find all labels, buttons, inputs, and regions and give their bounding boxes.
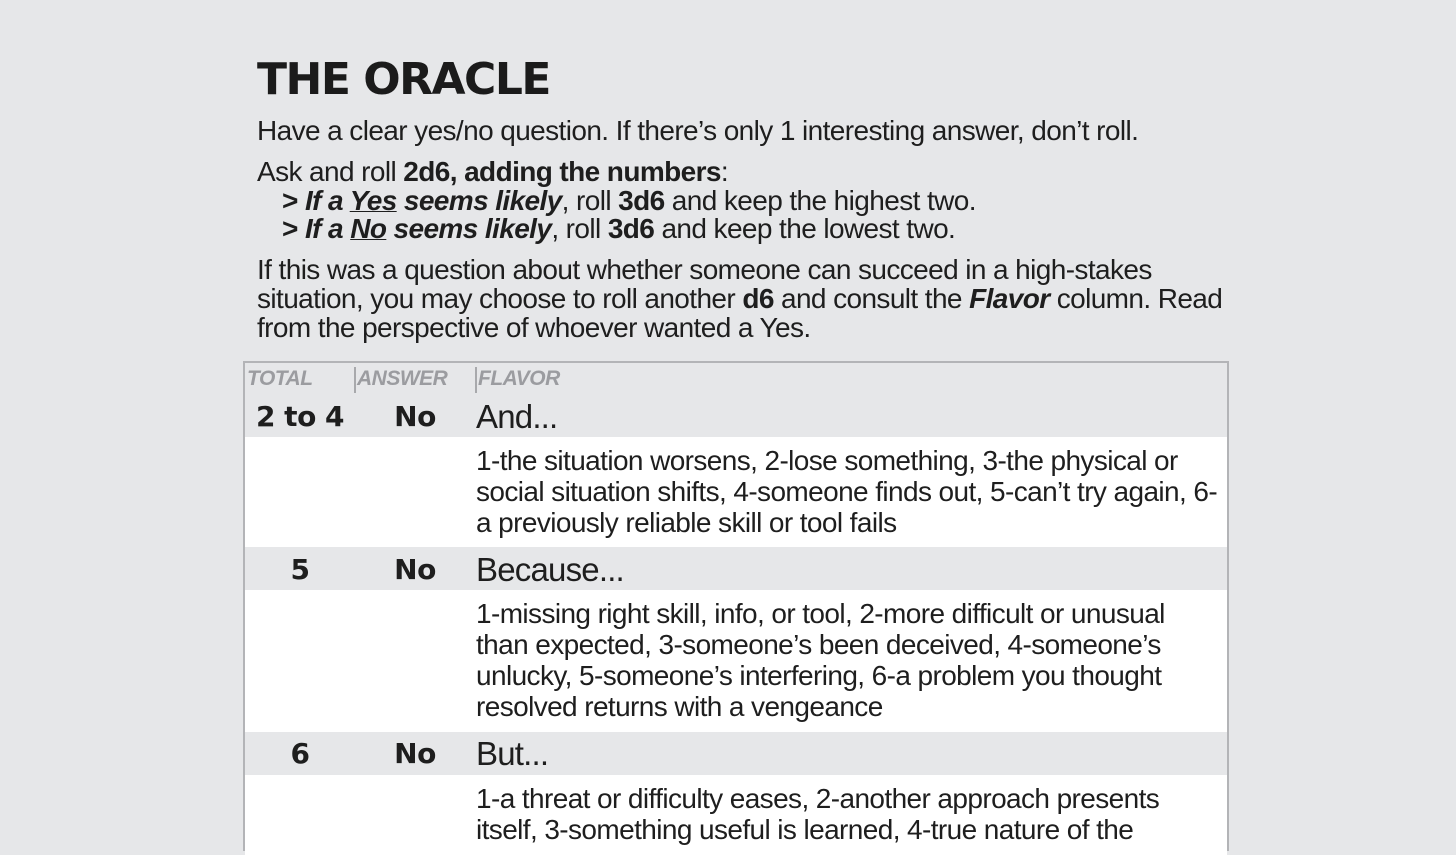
table-row (245, 547, 1227, 590)
bullet-dice: 3d6 (618, 185, 665, 216)
stakes-flavor: Flavor (969, 283, 1050, 314)
bullet-mid: , roll (561, 185, 619, 216)
header-answer: ANSWER (357, 367, 448, 390)
flavor-lead: And... (476, 398, 558, 435)
header-divider (475, 367, 477, 393)
answer-cell: No (394, 737, 436, 770)
flavor-row (245, 590, 1227, 732)
bullet-lead-a: If a (304, 185, 350, 216)
intro-text: Have a clear yes/no question. If there’s only 1 interesting answer, don’t roll. (257, 115, 1139, 146)
bullet-key: Yes (349, 185, 397, 216)
flavor-lead: Because... (476, 551, 624, 588)
roll-pre: Ask and roll (257, 156, 404, 187)
bullet-dice: 3d6 (607, 213, 655, 244)
bullet-yes-likely (282, 186, 976, 215)
flavor-row (245, 775, 1227, 855)
roll-instruction (257, 157, 728, 186)
bullet-key: No (350, 213, 387, 244)
header-total: TOTAL (247, 367, 313, 390)
page-title: THE ORACLE (257, 54, 550, 105)
bullet-lead-a: If a (304, 213, 351, 244)
stakes-a: If this was a question about whether someone can succeed in a high-stakes situation, you may choose to roll another (257, 254, 1152, 314)
total-cell: 6 (290, 737, 310, 770)
stakes-text (257, 255, 1237, 342)
header-flavor: FLAVOR (478, 367, 560, 390)
bullet-marker: > (282, 185, 298, 216)
roll-dice: 2d6, adding the numbers (403, 156, 721, 187)
stakes-b: and consult the (773, 283, 970, 314)
flavor-text: 1-a threat or difficulty eases, 2-another approach presents itself, 3-something useful is learned, 4-true nature of the (476, 783, 1160, 845)
oracle-table (243, 361, 1229, 851)
roll-post: : (720, 156, 729, 187)
stakes-c: column. Read from the perspective of whoever wanted a Yes. (257, 283, 1223, 343)
bullet-mid: , roll (551, 213, 608, 244)
total-cell: 5 (290, 553, 310, 586)
bullet-lead-b: seems likely (386, 213, 552, 244)
answer-cell: No (394, 553, 436, 586)
header-divider (354, 367, 356, 393)
bullet-marker: > (282, 213, 298, 244)
answer-cell: No (394, 400, 436, 433)
stakes-dice: d6 (742, 283, 774, 314)
table-row (245, 397, 1227, 437)
flavor-row (245, 437, 1227, 547)
flavor-text: 1-the situation worsens, 2-lose something, 3-the physical or social situation shifts, 4-someone finds out, 5-can’t try again, 6-a previously reliable skill or tool fails (476, 445, 1218, 538)
flavor-text: 1-missing right skill, info, or tool, 2-more difficult or unusual than expected, 3-someone’s been deceived, 4-someone’s unlucky, 5-someone’s interfering, 6-a problem you thought resolved returns with a vengeance (476, 598, 1165, 722)
total-cell: 2 to 4 (255, 400, 345, 433)
bullet-lead (305, 213, 551, 244)
bullet-no-likely (282, 214, 955, 243)
bullet-tail: and keep the highest two. (664, 185, 976, 216)
bullet-tail: and keep the lowest two. (654, 213, 956, 244)
bullet-lead-b: seems likely (396, 185, 562, 216)
bullet-lead (305, 185, 562, 216)
table-row (245, 732, 1227, 775)
flavor-lead: But... (476, 735, 549, 772)
